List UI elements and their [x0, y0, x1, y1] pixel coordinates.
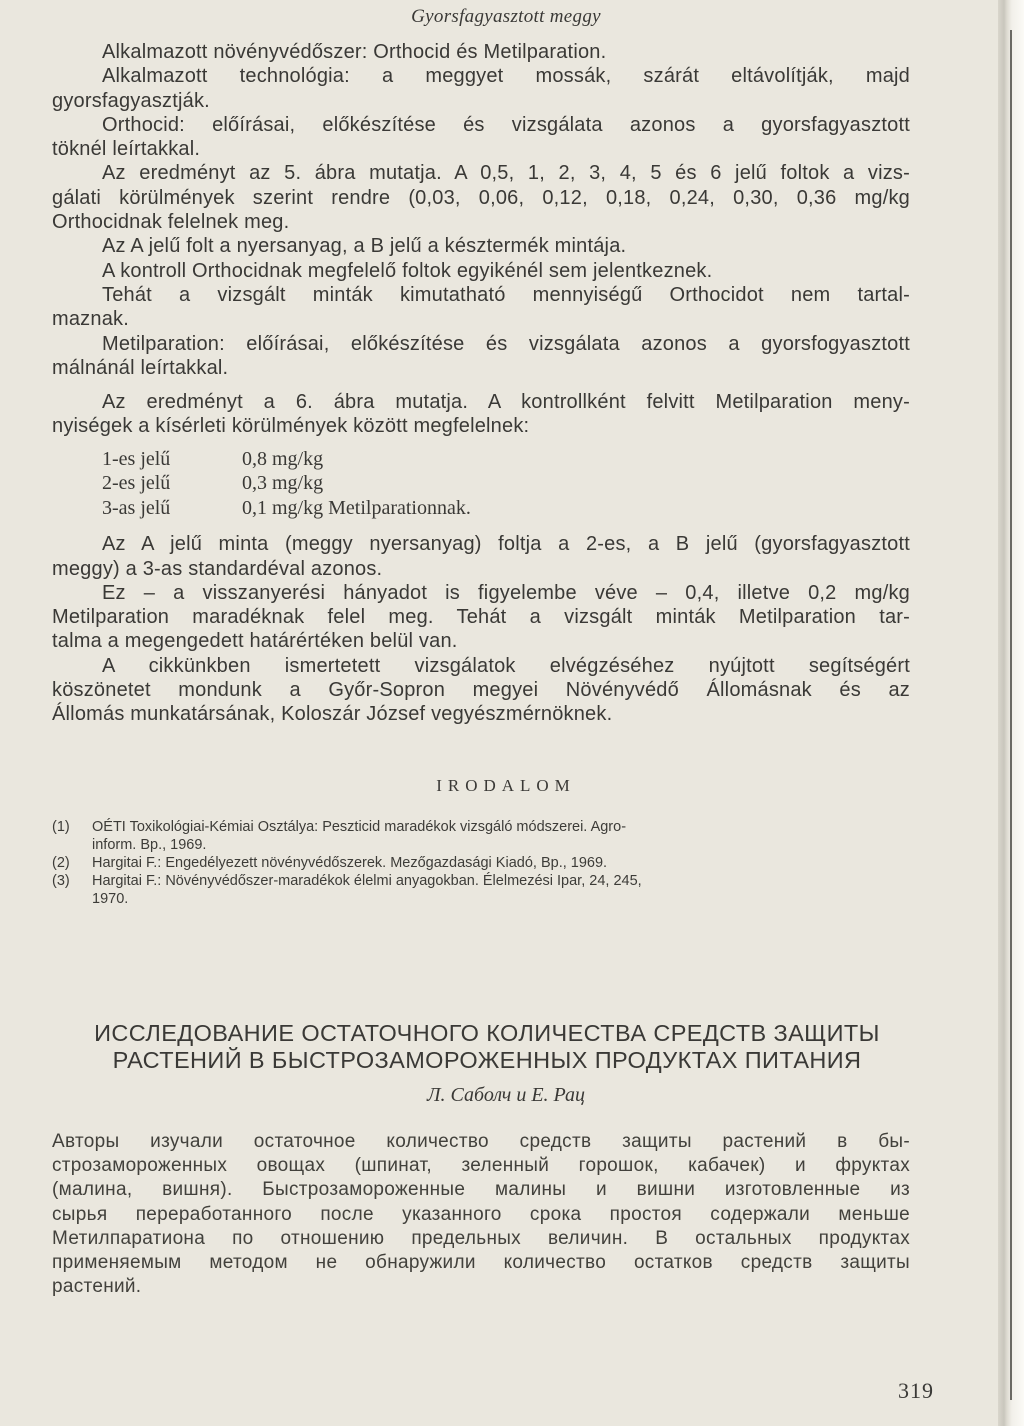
- body-line: Állomás munkatársának, Koloszár József vegyészmérnöknek.: [52, 703, 613, 726]
- body-line: gálati körülmények szerint rendre (0,03, 0,06, 0,12, 0,18, 0,24, 0,30, 0,36 mg/kg: [52, 186, 910, 209]
- body-line: talma a megengedett határértéken belül van.: [52, 630, 458, 653]
- abstract-line: применяемым методом не обнаружили количество остатков средств защиты: [52, 1252, 910, 1274]
- abstract-line: сырья переработанного после указанного срока простоя содержали меньше: [52, 1203, 910, 1225]
- table-cell: 0,8 mg/kg: [242, 447, 324, 470]
- reference-item: [52, 818, 910, 854]
- russian-abstract: [52, 1130, 910, 1299]
- abstract-line: Авторы изучали остаточное количество средств защиты растений в бы-: [52, 1131, 910, 1152]
- abstract-line: строзамороженных овощах (шпинат, зеленный горошок, кабачек) и фруктах: [52, 1155, 910, 1177]
- body-line: A cikkünkben ismertetett vizsgálatok elvégzéséhez nyújtott segítségért: [102, 654, 910, 677]
- body-line: málnánál leírtakkal.: [52, 356, 229, 379]
- reference-text: 1970.: [92, 891, 129, 907]
- body-line: A kontroll Orthocidnak megfelelő foltok egyikénél sem jelentkeznek.: [102, 259, 713, 282]
- russian-title: [52, 1020, 922, 1074]
- table-cell: 1-es jelű: [102, 447, 171, 470]
- concentration-table: [102, 447, 471, 521]
- body-line: Orthocid: előírásai, előkészítése és vizsgálata azonos a gyorsfagyasztott: [102, 113, 910, 136]
- reference-number: (1): [52, 819, 70, 835]
- body-line: Tehát a vizsgált minták kimutatható mennyiségű Orthocidot nem tartal-: [102, 283, 910, 306]
- body-line: Metilparation: előírásai, előkészítése és vizsgálata azonos a gyorsfogyasztott: [102, 332, 910, 355]
- body-line: Az eredményt az 5. ábra mutatja. A 0,5, 1, 2, 3, 4, 5 és 6 jelű foltok a vizs-: [102, 162, 910, 185]
- abstract-line: Метилпаратиона по отношению предельных величин. В остальных продуктах: [52, 1227, 910, 1249]
- table-row: [102, 447, 471, 472]
- table-row: [102, 496, 471, 521]
- table-cell: 0,3 mg/kg: [242, 472, 324, 495]
- body-line: Ez – a visszanyerési hányadot is figyelembe véve – 0,4, illetve 0,2 mg/kg: [102, 581, 910, 604]
- body-line: Az eredményt a 6. ábra mutatja. A kontrollként felvitt Metilparation meny-: [102, 391, 910, 414]
- reference-item: [52, 872, 910, 908]
- page-number: 319: [898, 1378, 934, 1403]
- body-line: maznak.: [52, 308, 129, 331]
- body-line: köszönetet mondunk a Győr-Sopron megyei Növényvédő Állomásnak és az: [52, 679, 910, 702]
- russian-title-line: ИССЛЕДОВАНИЕ ОСТАТОЧНОГО КОЛИЧЕСТВА СРЕДСТВ ЗАЩИТЫ: [94, 1020, 880, 1046]
- reference-number: (2): [52, 855, 70, 871]
- table-cell: 2-es jelű: [102, 472, 171, 495]
- literature-heading: IRODALOM: [436, 776, 576, 795]
- table-row: [102, 471, 471, 496]
- body-line: Az A jelű folt a nyersanyag, a B jelű a késztermék mintája.: [102, 235, 627, 258]
- table-cell: 0,1 mg/kg Metilparationnak.: [242, 496, 471, 519]
- reference-text: inform. Bp., 1969.: [92, 837, 207, 853]
- reference-text: Hargitai F.: Engedélyezett növényvédőszerek. Mezőgazdasági Kiadó, Bp., 1969.: [92, 855, 608, 871]
- binding-line: [1010, 30, 1012, 1400]
- abstract-line: растений.: [52, 1276, 142, 1298]
- body-line: meggy) a 3-as standardéval azonos.: [52, 557, 383, 580]
- body-line: Az A jelű minta (meggy nyersanyag) foltja a 2-es, a B jelű (gyorsfagyasztott: [102, 533, 910, 556]
- table-cell: 3-as jelű: [102, 496, 171, 519]
- reference-text: OÉTI Toxikológiai-Kémiai Osztálya: Peszticid maradékok vizsgáló módszerei. Agro-: [92, 819, 627, 835]
- body-line: Alkalmazott növényvédőszer: Orthocid és Metilparation.: [102, 41, 607, 63]
- running-header: Gyorsfagyasztott meggy: [411, 6, 601, 27]
- russian-authors: Л. Саболч и Е. Рац: [427, 1084, 585, 1106]
- body-line: Orthocidnak felelnek meg.: [52, 211, 290, 234]
- reference-number: (3): [52, 873, 70, 889]
- reference-text: Hargitai F.: Növényvédőszer-maradékok élelmi anyagokban. Élelmezési Ipar, 24, 245,: [92, 873, 642, 889]
- body-line: töknél leírtakkal.: [52, 138, 201, 161]
- body-line: nyiségek a kísérleti körülmények között megfelelnek:: [52, 415, 530, 438]
- body-line: gyorsfagyasztják.: [52, 89, 210, 112]
- body-line: Metilparation maradéknak felel meg. Tehát a vizsgált minták Metilparation tar-: [52, 606, 910, 629]
- main-body: [52, 40, 910, 727]
- russian-title-line: РАСТЕНИЙ В БЫСТРОЗАМОРОЖЕННЫХ ПРОДУКТАХ ПИТАНИЯ: [112, 1047, 862, 1073]
- body-line: Alkalmazott technológia: a meggyet mossák, szárát eltávolítják, majd: [102, 65, 910, 88]
- reference-item: [52, 854, 910, 872]
- abstract-line: (малина, вишня). Быстрозамороженные малины и вишни изготовленные из: [52, 1179, 910, 1201]
